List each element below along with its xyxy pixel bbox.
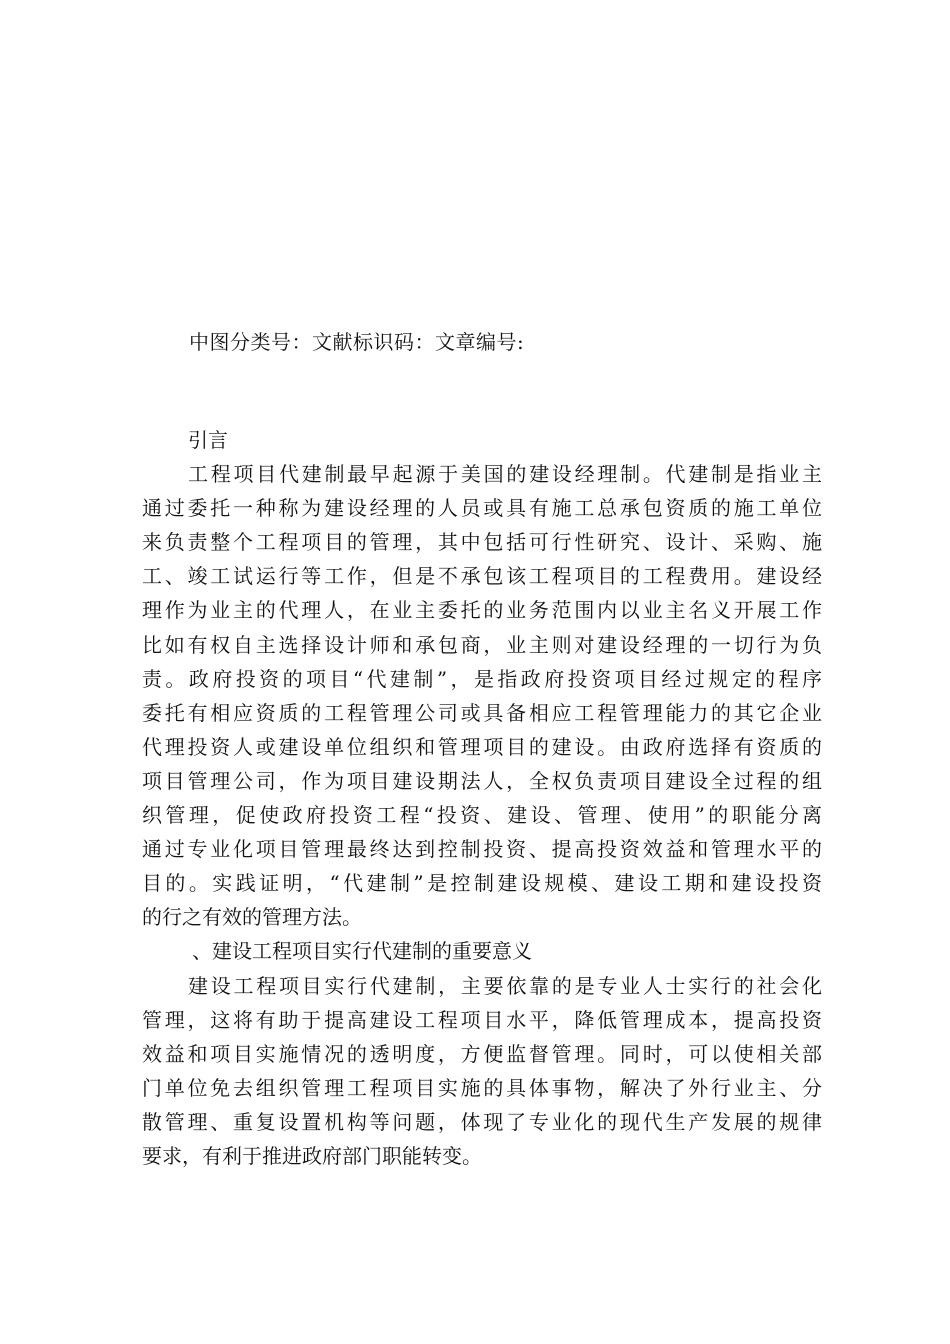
intro-paragraph-line: 比如有权自主选择设计师和承包商，业主则对建设经理的一切行为负 <box>142 632 822 657</box>
intro-heading: 引言 <box>188 428 228 452</box>
section-paragraph-line: 管理，这将有助于提高建设工程项目水平，降低管理成本，提高投资 <box>142 1007 822 1032</box>
intro-paragraph-line: 通过专业化项目管理最终达到控制投资、提高投资效益和管理水平的 <box>142 837 822 862</box>
intro-paragraph-line: 代理投资人或建设单位组织和管理项目的建设。由政府选择有资质的 <box>142 734 822 759</box>
intro-paragraph-line: 委托有相应资质的工程管理公司或具备相应工程管理能力的其它企业 <box>142 700 822 725</box>
intro-paragraph-line: 织管理，促使政府投资工程“投资、建设、管理、使用”的职能分离 <box>142 803 822 828</box>
intro-paragraph-line: 的行之有效的管理方法。 <box>142 905 362 930</box>
document-body <box>142 423 822 1173</box>
intro-paragraph-line: 责。政府投资的项目“代建制”，是指政府投资项目经过规定的程序 <box>142 666 822 691</box>
intro-paragraph-line: 项目管理公司，作为项目建设期法人，全权负责项目建设全过程的组 <box>142 768 822 793</box>
intro-paragraph-line: 来负责整个工程项目的管理，其中包括可行性研究、设计、采购、施 <box>142 530 822 555</box>
intro-paragraph-line: 目的。实践证明，“代建制”是控制建设规模、建设工期和建设投资 <box>142 871 822 896</box>
section-paragraph-line: 效益和项目实施情况的透明度，方便监督管理。同时，可以使相关部 <box>142 1041 822 1066</box>
section-paragraph-line: 门单位免去组织管理工程项目实施的具体事物，解决了外行业主、分 <box>142 1075 822 1100</box>
intro-paragraph-line: 工程项目代建制最早起源于美国的建设经理制。代建制是指业主 <box>188 462 822 487</box>
section-paragraph-line: 建设工程项目实行代建制，主要依靠的是专业人士实行的社会化 <box>188 973 822 998</box>
classification-line: 中图分类号：文献标识码：文章编号: <box>189 330 525 354</box>
section-paragraph-line: 要求，有利于推进政府部门职能转变。 <box>142 1143 482 1168</box>
intro-paragraph-line: 通过委托一种称为建设经理的人员或具有施工总承包资质的施工单位 <box>142 496 822 521</box>
section-paragraph-line: 散管理、重复设置机构等问题，体现了专业化的现代生产发展的规律 <box>142 1109 822 1134</box>
intro-paragraph-line: 理作为业主的代理人，在业主委托的业务范围内以业主名义开展工作 <box>142 598 822 623</box>
section-heading: 、建设工程项目实行代建制的重要意义 <box>192 939 532 964</box>
intro-paragraph-line: 工、竣工试运行等工作，但是不承包该工程项目的工程费用。建设经 <box>142 564 822 589</box>
